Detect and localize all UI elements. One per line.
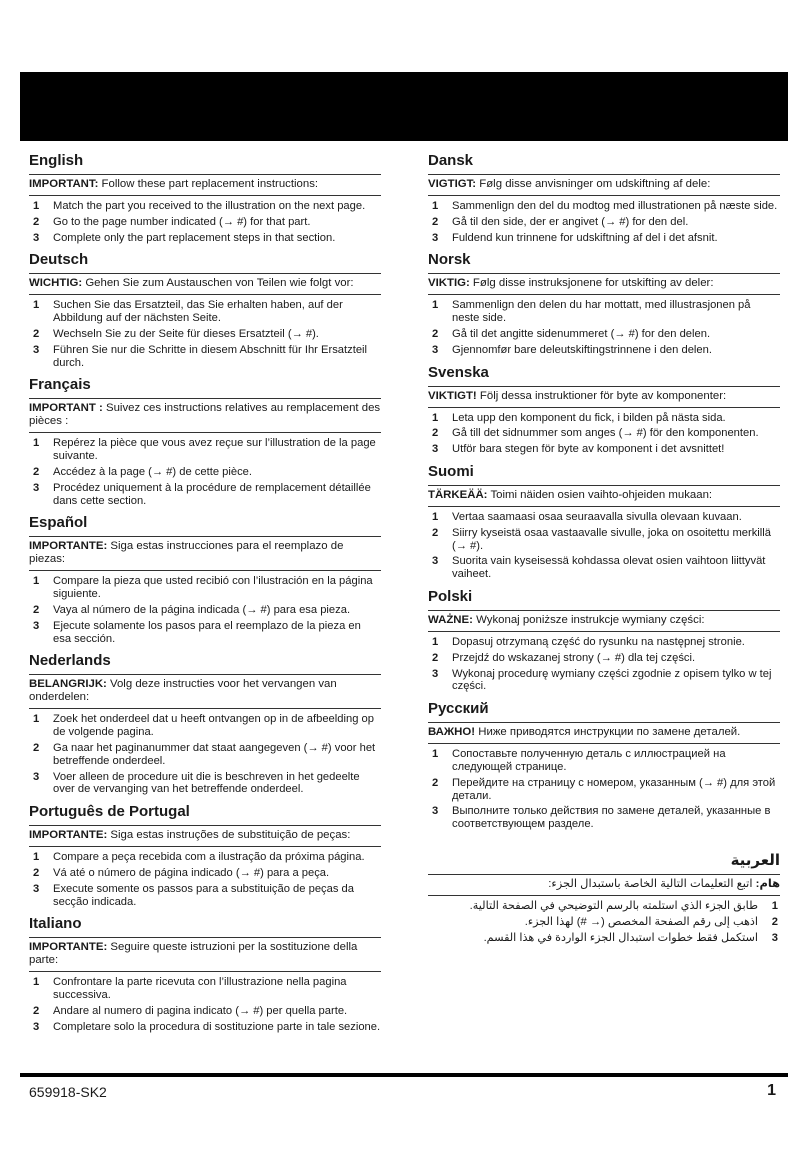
step-text: Ga naar het paginanummer dat staat aangegeven (→ #) voor het betreffende onderdeel. bbox=[53, 741, 376, 767]
step-number: 3 bbox=[432, 343, 439, 356]
step-item bbox=[428, 427, 780, 440]
step-text: Ejecute solamente los pasos para el reemplazo de la pieza en esa sección. bbox=[53, 619, 361, 645]
step-list bbox=[29, 195, 381, 244]
left-column bbox=[29, 152, 381, 1041]
important-text: Siga estas instrucciones para el reemplazo de piezas: bbox=[29, 540, 344, 566]
step-item bbox=[29, 883, 381, 909]
step-number: 3 bbox=[33, 882, 40, 895]
important-text: Gehen Sie zum Austauschen von Teilen wie folgt vor: bbox=[82, 277, 354, 290]
step-text: Voer alleen de procedure uit die is beschreven in het gedeelte over de vervanging van het betreffende onderdeel. bbox=[53, 770, 360, 796]
step-item bbox=[428, 932, 780, 945]
step-item bbox=[29, 200, 381, 213]
important-label: VIKTIGT! bbox=[428, 389, 477, 402]
step-text: Wechseln Sie zu der Seite für dieses Ersatzteil (→ #). bbox=[53, 327, 319, 340]
step-text: Compare la pieza que usted recibió con l’ilustración en la página siguiente. bbox=[53, 575, 373, 601]
important-label: هام: bbox=[755, 877, 780, 890]
step-number: 3 bbox=[33, 619, 40, 632]
important-text: Ниже приводятся инструкции по замене деталей. bbox=[475, 726, 741, 739]
step-list bbox=[29, 708, 381, 796]
important-text: Volg deze instructies voor het vervangen van onderdelen: bbox=[29, 678, 337, 704]
important-text: Siga estas instruções de substituição de peças: bbox=[107, 829, 351, 842]
important-text: اتبع التعليمات التالية الخاصة باستبدال الجزء: bbox=[548, 877, 756, 890]
step-number: 1 bbox=[432, 748, 439, 761]
important-text: Wykonaj poniższe instrukcje wymiany części: bbox=[472, 613, 705, 626]
step-text: Dopasuj otrzymaną część do rysunku na następnej stronie. bbox=[452, 635, 745, 648]
important-label: BELANGRIJK: bbox=[29, 678, 107, 691]
step-number: 3 bbox=[432, 231, 439, 244]
step-item bbox=[428, 652, 780, 665]
step-item bbox=[29, 575, 381, 601]
important-note bbox=[29, 937, 381, 971]
important-label: ВАЖНО! bbox=[428, 726, 476, 739]
section-nederlands bbox=[29, 652, 381, 803]
section-norsk bbox=[428, 251, 780, 363]
step-list bbox=[29, 971, 381, 1033]
important-label: IMPORTANT: bbox=[29, 178, 99, 190]
important-note bbox=[428, 874, 780, 895]
step-number: 2 bbox=[771, 915, 778, 928]
step-text: Sammenlign den del du modtog med illustrationen på næste side. bbox=[452, 200, 778, 212]
section-suomi bbox=[428, 463, 780, 588]
step-number: 2 bbox=[432, 526, 439, 539]
section-spacer bbox=[428, 835, 780, 838]
section-title: Dansk bbox=[428, 152, 474, 169]
section-title: Português de Portugal bbox=[29, 803, 190, 821]
step-text: Utför bara stegen för byte av komponent i det avsnittet! bbox=[452, 443, 725, 456]
step-item bbox=[29, 466, 381, 479]
step-number: 2 bbox=[33, 465, 40, 478]
important-label: IMPORTANTE: bbox=[29, 540, 108, 553]
section-francais bbox=[29, 376, 381, 514]
part-number: 659918-SK2 bbox=[29, 1084, 107, 1100]
section-title: العربية bbox=[730, 851, 780, 869]
step-item bbox=[428, 511, 780, 524]
step-item bbox=[428, 344, 780, 357]
step-text: Vaya al número de la página indicada (→ #) para esa pieza. bbox=[53, 603, 351, 616]
step-item bbox=[428, 216, 780, 229]
step-text: Repérez la pièce que vous avez reçue sur l’illustration de la page suivante. bbox=[53, 437, 376, 463]
step-list bbox=[29, 432, 381, 507]
important-label: IMPORTANT : bbox=[29, 402, 103, 415]
step-number: 1 bbox=[33, 713, 40, 726]
step-list bbox=[29, 294, 381, 369]
step-item bbox=[428, 328, 780, 341]
step-number: 1 bbox=[33, 851, 40, 864]
section-spacer bbox=[29, 1038, 381, 1041]
section-title: Français bbox=[29, 376, 91, 394]
step-number: 3 bbox=[33, 770, 40, 783]
step-list bbox=[428, 631, 780, 693]
section-polski bbox=[428, 588, 780, 700]
step-item bbox=[428, 748, 780, 774]
step-text: Gjennomfør bare deleutskiftingstrinnene i den delen. bbox=[452, 343, 712, 356]
section-italiano bbox=[29, 915, 381, 1040]
step-list bbox=[428, 294, 780, 356]
section-dansk bbox=[428, 152, 780, 251]
important-label: TÄRKEÄÄ: bbox=[428, 488, 488, 501]
step-item bbox=[29, 328, 381, 341]
step-list bbox=[428, 195, 780, 244]
step-number: 1 bbox=[33, 200, 40, 212]
step-number: 1 bbox=[432, 510, 439, 523]
step-number: 1 bbox=[33, 575, 40, 588]
step-item bbox=[428, 805, 780, 831]
step-number: 2 bbox=[33, 327, 40, 340]
step-item bbox=[29, 851, 381, 864]
section-title: Русский bbox=[428, 700, 489, 718]
step-list bbox=[428, 506, 780, 581]
step-item bbox=[428, 668, 780, 694]
section-russkiy bbox=[428, 700, 780, 838]
step-item bbox=[29, 742, 381, 768]
important-note bbox=[29, 674, 381, 708]
header-band bbox=[20, 72, 788, 141]
step-text: Andare al numero di pagina indicato (→ #) per quella parte. bbox=[53, 1004, 348, 1017]
step-number: 1 bbox=[33, 976, 40, 989]
step-number: 1 bbox=[771, 899, 778, 912]
section-title: Svenska bbox=[428, 363, 489, 381]
step-text: Leta upp den komponent du fick, i bilden på nästa sida. bbox=[452, 411, 726, 424]
important-note bbox=[428, 722, 780, 743]
section-title: Español bbox=[29, 514, 88, 532]
step-text: Compare a peça recebida com a ilustração da próxima página. bbox=[53, 851, 365, 864]
important-note bbox=[29, 398, 381, 432]
step-item bbox=[29, 216, 381, 229]
step-number: 1 bbox=[432, 411, 439, 424]
important-text: Följ dessa instruktioner för byte av komponenter: bbox=[476, 389, 727, 402]
step-number: 2 bbox=[33, 1004, 40, 1017]
step-text: Complete only the part replacement steps in that section. bbox=[53, 231, 336, 244]
step-number: 3 bbox=[432, 555, 439, 568]
step-number: 3 bbox=[432, 667, 439, 680]
step-text: استكمل فقط خطوات استبدال الجزء الواردة في هذا القسم. bbox=[483, 931, 758, 944]
step-text: Gå till det sidnummer som anges (→ #) för den komponenten. bbox=[452, 427, 759, 440]
important-note bbox=[29, 536, 381, 570]
step-item bbox=[29, 437, 381, 463]
important-label: WAŻNE: bbox=[428, 613, 473, 626]
step-list bbox=[29, 846, 381, 908]
step-text: Suchen Sie das Ersatzteil, das Sie erhalten haben, auf der Abbildung auf der nächsten Seite. bbox=[53, 299, 343, 325]
section-spacer bbox=[428, 948, 780, 951]
step-item bbox=[428, 200, 780, 213]
step-item bbox=[29, 1005, 381, 1018]
page-number: 1 bbox=[767, 1082, 776, 1099]
step-text: Gå til det angitte sidenummeret (→ #) for den delen. bbox=[452, 327, 711, 340]
step-number: 3 bbox=[33, 1020, 40, 1033]
important-label: IMPORTANTE: bbox=[29, 941, 108, 954]
step-text: Vertaa saamaasi osaa seuraavalla sivulla olevaan kuvaan. bbox=[452, 510, 742, 523]
section-title: Italiano bbox=[29, 915, 82, 933]
section-english bbox=[29, 152, 381, 251]
step-number: 3 bbox=[771, 931, 778, 944]
step-number: 2 bbox=[432, 327, 439, 340]
step-item bbox=[29, 867, 381, 880]
step-number: 2 bbox=[33, 215, 40, 228]
step-text: Przejdź do wskazanej strony (→ #) dla tej części. bbox=[452, 651, 696, 664]
step-item bbox=[29, 604, 381, 617]
step-list bbox=[29, 570, 381, 645]
important-text: Follow these part replacement instructions: bbox=[98, 178, 319, 190]
step-item bbox=[29, 232, 381, 245]
step-item bbox=[428, 527, 780, 553]
step-item bbox=[29, 1021, 381, 1034]
important-note bbox=[428, 174, 780, 195]
step-item bbox=[428, 443, 780, 456]
step-item bbox=[428, 412, 780, 425]
step-text: Vá até o número de página indicado (→ #) para a peça. bbox=[53, 866, 330, 879]
step-item bbox=[29, 482, 381, 508]
important-text: Følg disse instruksjonene for utskifting av deler: bbox=[469, 277, 714, 290]
important-text: Følg disse anvisninger om udskiftning af dele: bbox=[476, 178, 711, 190]
step-item bbox=[29, 771, 381, 797]
step-text: Wykonaj procedurę wymiany części zgodnie z opisem tylko w tej części. bbox=[452, 667, 772, 693]
step-item bbox=[29, 344, 381, 370]
step-text: Confrontare la parte ricevuta con l’illustrazione nella pagina successiva. bbox=[53, 976, 347, 1002]
step-number: 1 bbox=[432, 635, 439, 648]
important-text: Seguire queste istruzioni per la sostituzione della parte: bbox=[29, 941, 358, 967]
important-note bbox=[29, 825, 381, 846]
step-number: 2 bbox=[432, 215, 439, 228]
section-title: Nederlands bbox=[29, 652, 111, 670]
step-number: 2 bbox=[432, 776, 439, 789]
section-espanol bbox=[29, 514, 381, 652]
step-text: Completare solo la procedura di sostituzione parte in tale sezione. bbox=[53, 1020, 381, 1033]
step-list bbox=[428, 895, 780, 944]
step-number: 1 bbox=[432, 200, 439, 212]
step-number: 3 bbox=[33, 343, 40, 356]
step-item bbox=[428, 916, 780, 929]
step-number: 3 bbox=[432, 805, 439, 818]
important-label: VIKTIG: bbox=[428, 277, 470, 290]
important-text: Suivez ces instructions relatives au remplacement des pièces : bbox=[29, 402, 381, 428]
step-number: 3 bbox=[33, 481, 40, 494]
step-text: Выполните только действия по замене деталей, указанные в соответствующем разделе. bbox=[452, 805, 771, 831]
important-note bbox=[428, 386, 780, 407]
step-number: 2 bbox=[432, 651, 439, 664]
important-label: VIGTIGT: bbox=[428, 178, 477, 190]
step-text: Сопоставьте полученную деталь с иллюстрацией на следующей странице. bbox=[452, 748, 726, 773]
important-note bbox=[428, 273, 780, 294]
step-number: 1 bbox=[432, 299, 439, 312]
step-text: Suorita vain kyseisessä kohdassa olevat osien vaihtoon liittyvät vaiheet. bbox=[452, 555, 766, 581]
step-item bbox=[29, 620, 381, 646]
step-list bbox=[428, 407, 780, 456]
step-text: طابق الجزء الذي استلمته بالرسم التوضيحي في الصفحة التالية. bbox=[469, 899, 758, 912]
step-number: 2 bbox=[432, 427, 439, 440]
step-text: Procédez uniquement à la procédure de remplacement détaillée dans cette section. bbox=[53, 481, 371, 507]
section-title: Suomi bbox=[428, 462, 474, 480]
step-number: 2 bbox=[33, 741, 40, 754]
important-label: WICHTIG: bbox=[29, 277, 83, 290]
important-note bbox=[428, 485, 780, 506]
step-text: Accédez à la page (→ #) de cette pièce. bbox=[53, 465, 253, 478]
step-text: Go to the page number indicated (→ #) for that part. bbox=[53, 215, 311, 228]
step-text: Fuldend kun trinnene for udskiftning af del i det afsnit. bbox=[452, 231, 718, 244]
step-list bbox=[428, 743, 780, 831]
step-item bbox=[29, 976, 381, 1002]
step-text: Execute somente os passos para a substituição de peças da secção indicada. bbox=[53, 882, 355, 908]
step-number: 2 bbox=[33, 866, 40, 879]
step-number: 2 bbox=[33, 603, 40, 616]
step-item bbox=[428, 777, 780, 803]
section-arabic bbox=[428, 852, 780, 951]
step-item bbox=[428, 900, 780, 913]
step-item bbox=[428, 636, 780, 649]
important-text: Toimi näiden osien vaihto-ohjeiden mukaan: bbox=[487, 488, 713, 501]
section-svenska bbox=[428, 364, 780, 463]
step-text: Führen Sie nur die Schritte in diesem Abschnitt für Ihr Ersatzteil durch. bbox=[53, 343, 368, 369]
step-text: Match the part you received to the illustration on the next page. bbox=[53, 200, 366, 212]
step-number: 1 bbox=[33, 299, 40, 312]
step-item bbox=[29, 713, 381, 739]
step-text: Sammenlign den delen du har mottatt, med illustrasjonen på neste side. bbox=[452, 299, 751, 325]
step-text: Zoek het onderdeel dat u heeft ontvangen op in de afbeelding op de volgende pagina. bbox=[53, 713, 374, 739]
footer-rule bbox=[20, 1073, 788, 1077]
step-number: 3 bbox=[33, 231, 40, 244]
right-column bbox=[428, 152, 780, 951]
section-title: Polski bbox=[428, 587, 473, 605]
section-title: Norsk bbox=[428, 251, 471, 269]
step-item bbox=[428, 299, 780, 325]
section-portugues bbox=[29, 803, 381, 915]
step-number: 3 bbox=[432, 443, 439, 456]
important-note bbox=[29, 273, 381, 294]
important-note bbox=[428, 610, 780, 631]
step-text: Gå til den side, der er angivet (→ #) for den del. bbox=[452, 215, 689, 228]
step-text: Siirry kyseistä osaa vastaavalle sivulle, joka on osoitettu merkillä (→ #). bbox=[452, 526, 771, 552]
section-title: English bbox=[29, 152, 84, 169]
section-deutsch bbox=[29, 251, 381, 376]
section-title: Deutsch bbox=[29, 251, 89, 269]
important-note bbox=[29, 174, 381, 195]
step-text: اذهب إلى رقم الصفحة المخصص (→ #) لهذا الجزء. bbox=[524, 915, 758, 928]
step-item bbox=[29, 299, 381, 325]
step-item bbox=[428, 232, 780, 245]
step-item bbox=[428, 555, 780, 581]
step-number: 1 bbox=[33, 437, 40, 450]
step-text: Перейдите на страницу с номером, указанным (→ #) для этой детали. bbox=[452, 776, 776, 802]
important-label: IMPORTANTE: bbox=[29, 829, 108, 842]
